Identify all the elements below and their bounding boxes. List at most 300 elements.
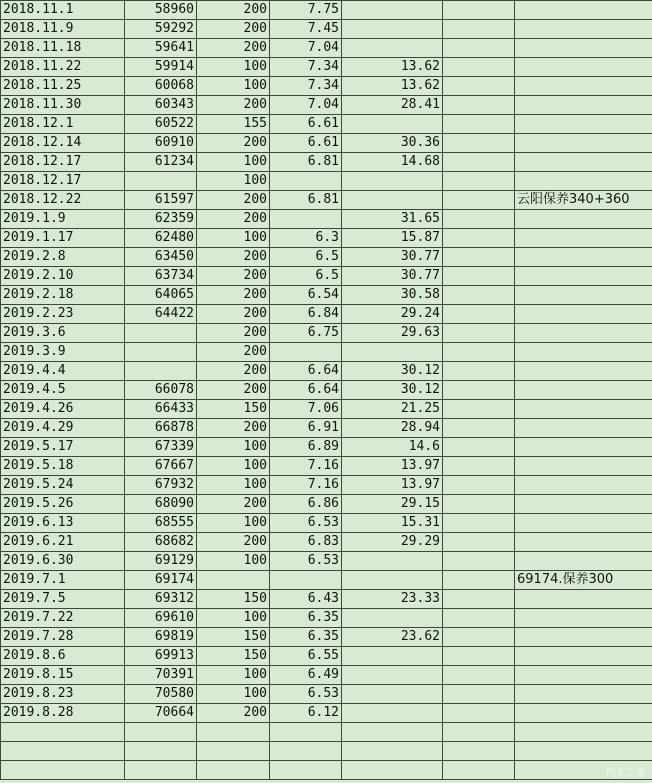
date-cell[interactable]: 2019.7.22: [1, 609, 125, 628]
date-cell[interactable]: 2018.11.25: [1, 77, 125, 96]
odometer-cell[interactable]: 69913: [125, 647, 197, 666]
odometer-cell[interactable]: 67932: [125, 476, 197, 495]
unit-price-cell[interactable]: 6.55: [270, 647, 342, 666]
unit-price-cell[interactable]: 6.5: [270, 248, 342, 267]
volume-cell[interactable]: 14.68: [342, 153, 443, 172]
date-cell[interactable]: 2019.7.5: [1, 590, 125, 609]
odometer-cell[interactable]: 66878: [125, 419, 197, 438]
volume-cell[interactable]: 31.65: [342, 210, 443, 229]
amount-cell[interactable]: 200: [197, 20, 270, 39]
amount-cell[interactable]: 100: [197, 77, 270, 96]
unit-price-cell[interactable]: 6.86: [270, 495, 342, 514]
note-cell[interactable]: [515, 685, 652, 704]
blank-cell[interactable]: [443, 172, 515, 191]
note-cell[interactable]: [515, 628, 652, 647]
amount-cell[interactable]: 100: [197, 514, 270, 533]
empty-cell[interactable]: [515, 723, 652, 742]
empty-cell[interactable]: [443, 761, 515, 780]
amount-cell[interactable]: 100: [197, 609, 270, 628]
amount-cell[interactable]: 200: [197, 210, 270, 229]
date-cell[interactable]: 2019.1.9: [1, 210, 125, 229]
unit-price-cell[interactable]: 7.45: [270, 20, 342, 39]
note-cell[interactable]: [515, 1, 652, 20]
odometer-cell[interactable]: [125, 362, 197, 381]
blank-cell[interactable]: [443, 552, 515, 571]
empty-cell[interactable]: [270, 723, 342, 742]
date-cell[interactable]: 2019.1.17: [1, 229, 125, 248]
odometer-cell[interactable]: 69129: [125, 552, 197, 571]
note-cell[interactable]: [515, 552, 652, 571]
amount-cell[interactable]: 100: [197, 685, 270, 704]
volume-cell[interactable]: [342, 39, 443, 58]
blank-cell[interactable]: [443, 77, 515, 96]
date-cell[interactable]: 2019.2.8: [1, 248, 125, 267]
amount-cell[interactable]: 200: [197, 419, 270, 438]
date-cell[interactable]: 2019.4.29: [1, 419, 125, 438]
odometer-cell[interactable]: 58960: [125, 1, 197, 20]
blank-cell[interactable]: [443, 514, 515, 533]
odometer-cell[interactable]: 63450: [125, 248, 197, 267]
blank-cell[interactable]: [443, 457, 515, 476]
amount-cell[interactable]: 200: [197, 39, 270, 58]
unit-price-cell[interactable]: [270, 172, 342, 191]
amount-cell[interactable]: 200: [197, 134, 270, 153]
blank-cell[interactable]: [443, 628, 515, 647]
odometer-cell[interactable]: 67667: [125, 457, 197, 476]
amount-cell[interactable]: 155: [197, 115, 270, 134]
amount-cell[interactable]: 200: [197, 362, 270, 381]
blank-cell[interactable]: [443, 590, 515, 609]
blank-cell[interactable]: [443, 419, 515, 438]
volume-cell[interactable]: 30.77: [342, 248, 443, 267]
unit-price-cell[interactable]: 6.64: [270, 381, 342, 400]
note-cell[interactable]: [515, 39, 652, 58]
blank-cell[interactable]: [443, 533, 515, 552]
empty-cell[interactable]: [1, 742, 125, 761]
odometer-cell[interactable]: 60910: [125, 134, 197, 153]
date-cell[interactable]: 2018.12.14: [1, 134, 125, 153]
blank-cell[interactable]: [443, 267, 515, 286]
note-cell[interactable]: [515, 343, 652, 362]
date-cell[interactable]: 2019.2.23: [1, 305, 125, 324]
odometer-cell[interactable]: 69174: [125, 571, 197, 590]
blank-cell[interactable]: [443, 476, 515, 495]
empty-cell[interactable]: [342, 761, 443, 780]
empty-cell[interactable]: [125, 742, 197, 761]
date-cell[interactable]: 2019.8.15: [1, 666, 125, 685]
blank-cell[interactable]: [443, 571, 515, 590]
volume-cell[interactable]: 30.36: [342, 134, 443, 153]
volume-cell[interactable]: 28.41: [342, 96, 443, 115]
unit-price-cell[interactable]: 6.54: [270, 286, 342, 305]
volume-cell[interactable]: [342, 704, 443, 723]
volume-cell[interactable]: 13.62: [342, 77, 443, 96]
odometer-cell[interactable]: 63734: [125, 267, 197, 286]
note-cell[interactable]: [515, 495, 652, 514]
odometer-cell[interactable]: 64422: [125, 305, 197, 324]
date-cell[interactable]: 2018.12.17: [1, 172, 125, 191]
volume-cell[interactable]: [342, 343, 443, 362]
note-cell[interactable]: [515, 514, 652, 533]
unit-price-cell[interactable]: 6.64: [270, 362, 342, 381]
empty-cell[interactable]: [197, 742, 270, 761]
note-cell[interactable]: [515, 248, 652, 267]
note-cell[interactable]: [515, 476, 652, 495]
volume-cell[interactable]: 15.87: [342, 229, 443, 248]
volume-cell[interactable]: 13.97: [342, 457, 443, 476]
blank-cell[interactable]: [443, 666, 515, 685]
date-cell[interactable]: 2018.11.18: [1, 39, 125, 58]
blank-cell[interactable]: [443, 362, 515, 381]
note-cell[interactable]: [515, 438, 652, 457]
blank-cell[interactable]: [443, 191, 515, 210]
date-cell[interactable]: 2019.6.13: [1, 514, 125, 533]
blank-cell[interactable]: [443, 286, 515, 305]
empty-row: [1, 723, 652, 742]
odometer-cell[interactable]: 69312: [125, 590, 197, 609]
amount-cell[interactable]: 200: [197, 704, 270, 723]
blank-cell[interactable]: [443, 58, 515, 77]
table-row: [1, 20, 652, 39]
amount-cell[interactable]: 200: [197, 248, 270, 267]
unit-price-cell[interactable]: 6.61: [270, 115, 342, 134]
date-cell[interactable]: 2019.4.5: [1, 381, 125, 400]
volume-cell[interactable]: 13.62: [342, 58, 443, 77]
amount-cell[interactable]: 100: [197, 552, 270, 571]
amount-cell[interactable]: 150: [197, 400, 270, 419]
blank-cell[interactable]: [443, 343, 515, 362]
volume-cell[interactable]: [342, 647, 443, 666]
amount-cell[interactable]: 100: [197, 172, 270, 191]
volume-cell[interactable]: 13.97: [342, 476, 443, 495]
odometer-cell[interactable]: 59914: [125, 58, 197, 77]
amount-cell[interactable]: 200: [197, 495, 270, 514]
note-cell[interactable]: [515, 77, 652, 96]
note-cell[interactable]: [515, 419, 652, 438]
date-cell[interactable]: 2019.6.21: [1, 533, 125, 552]
odometer-cell[interactable]: 62359: [125, 210, 197, 229]
amount-cell[interactable]: 200: [197, 286, 270, 305]
note-cell[interactable]: [515, 229, 652, 248]
date-cell[interactable]: 2019.6.30: [1, 552, 125, 571]
unit-price-cell[interactable]: 6.53: [270, 514, 342, 533]
blank-cell[interactable]: [443, 248, 515, 267]
empty-cell[interactable]: [342, 742, 443, 761]
amount-cell[interactable]: 200: [197, 267, 270, 286]
blank-cell[interactable]: [443, 20, 515, 39]
note-cell[interactable]: [515, 153, 652, 172]
odometer-cell[interactable]: 67339: [125, 438, 197, 457]
blank-cell[interactable]: [443, 400, 515, 419]
unit-price-cell[interactable]: 6.75: [270, 324, 342, 343]
note-cell[interactable]: [515, 134, 652, 153]
note-cell[interactable]: [515, 704, 652, 723]
unit-price-cell[interactable]: 7.16: [270, 457, 342, 476]
odometer-cell[interactable]: 59641: [125, 39, 197, 58]
date-cell[interactable]: 2019.2.10: [1, 267, 125, 286]
unit-price-cell[interactable]: 7.16: [270, 476, 342, 495]
unit-price-cell[interactable]: 6.53: [270, 685, 342, 704]
unit-price-cell[interactable]: 6.5: [270, 267, 342, 286]
volume-cell[interactable]: [342, 191, 443, 210]
table-row: [1, 571, 652, 590]
amount-cell[interactable]: 150: [197, 647, 270, 666]
table-row: [1, 1, 652, 20]
blank-cell[interactable]: [443, 134, 515, 153]
table-row: [1, 77, 652, 96]
odometer-cell[interactable]: 60068: [125, 77, 197, 96]
date-cell[interactable]: 2018.11.9: [1, 20, 125, 39]
blank-cell[interactable]: [443, 210, 515, 229]
note-cell[interactable]: [515, 533, 652, 552]
date-cell[interactable]: 2019.5.18: [1, 457, 125, 476]
date-cell[interactable]: 2018.11.30: [1, 96, 125, 115]
amount-cell[interactable]: 100: [197, 666, 270, 685]
note-cell[interactable]: [515, 381, 652, 400]
blank-cell[interactable]: [443, 685, 515, 704]
note-cell[interactable]: [515, 210, 652, 229]
volume-cell[interactable]: 30.58: [342, 286, 443, 305]
amount-cell[interactable]: 100: [197, 476, 270, 495]
volume-cell[interactable]: 21.25: [342, 400, 443, 419]
volume-cell[interactable]: 23.62: [342, 628, 443, 647]
volume-cell[interactable]: [342, 115, 443, 134]
odometer-cell[interactable]: 68555: [125, 514, 197, 533]
empty-cell[interactable]: [443, 723, 515, 742]
blank-cell[interactable]: [443, 647, 515, 666]
odometer-cell[interactable]: [125, 343, 197, 362]
amount-cell[interactable]: 100: [197, 438, 270, 457]
amount-cell[interactable]: 200: [197, 381, 270, 400]
volume-cell[interactable]: [342, 571, 443, 590]
blank-cell[interactable]: [443, 704, 515, 723]
blank-cell[interactable]: [443, 609, 515, 628]
amount-cell[interactable]: 150: [197, 628, 270, 647]
table-row: [1, 400, 652, 419]
unit-price-cell[interactable]: 6.49: [270, 666, 342, 685]
unit-price-cell[interactable]: 6.91: [270, 419, 342, 438]
odometer-cell[interactable]: 59292: [125, 20, 197, 39]
odometer-cell[interactable]: 69610: [125, 609, 197, 628]
note-cell[interactable]: [515, 362, 652, 381]
unit-price-cell[interactable]: 6.35: [270, 628, 342, 647]
blank-cell[interactable]: [443, 229, 515, 248]
amount-cell[interactable]: 100: [197, 457, 270, 476]
date-cell[interactable]: 2019.2.18: [1, 286, 125, 305]
volume-cell[interactable]: [342, 552, 443, 571]
blank-cell[interactable]: [443, 381, 515, 400]
amount-cell[interactable]: 200: [197, 191, 270, 210]
unit-price-cell[interactable]: 7.34: [270, 58, 342, 77]
blank-cell[interactable]: [443, 153, 515, 172]
volume-cell[interactable]: 29.15: [342, 495, 443, 514]
date-cell[interactable]: 2018.11.1: [1, 1, 125, 20]
unit-price-cell[interactable]: 6.84: [270, 305, 342, 324]
table-row: [1, 210, 652, 229]
note-cell[interactable]: [515, 267, 652, 286]
volume-cell[interactable]: 30.12: [342, 381, 443, 400]
note-cell[interactable]: [515, 324, 652, 343]
note-cell[interactable]: [515, 666, 652, 685]
odometer-cell[interactable]: [125, 324, 197, 343]
date-cell[interactable]: 2018.12.1: [1, 115, 125, 134]
note-cell[interactable]: [515, 96, 652, 115]
amount-cell[interactable]: 200: [197, 96, 270, 115]
note-cell[interactable]: [515, 115, 652, 134]
volume-cell[interactable]: [342, 666, 443, 685]
note-cell[interactable]: [515, 400, 652, 419]
date-cell[interactable]: 2019.4.26: [1, 400, 125, 419]
date-cell[interactable]: 2019.7.1: [1, 571, 125, 590]
blank-cell[interactable]: [443, 324, 515, 343]
amount-cell[interactable]: 200: [197, 343, 270, 362]
odometer-cell[interactable]: 64065: [125, 286, 197, 305]
amount-cell[interactable]: 100: [197, 153, 270, 172]
volume-cell[interactable]: [342, 1, 443, 20]
amount-cell[interactable]: 100: [197, 229, 270, 248]
unit-price-cell[interactable]: 6.43: [270, 590, 342, 609]
table-row: [1, 685, 652, 704]
empty-cell[interactable]: [443, 742, 515, 761]
table-row: [1, 153, 652, 172]
amount-cell[interactable]: 200: [197, 533, 270, 552]
odometer-cell[interactable]: 68090: [125, 495, 197, 514]
volume-cell[interactable]: 30.77: [342, 267, 443, 286]
note-cell[interactable]: [515, 609, 652, 628]
unit-price-cell[interactable]: 7.04: [270, 39, 342, 58]
unit-price-cell[interactable]: 7.75: [270, 1, 342, 20]
date-cell[interactable]: 2019.8.6: [1, 647, 125, 666]
unit-price-cell[interactable]: 6.89: [270, 438, 342, 457]
empty-cell[interactable]: [125, 761, 197, 780]
unit-price-cell[interactable]: 6.53: [270, 552, 342, 571]
unit-price-cell[interactable]: 6.12: [270, 704, 342, 723]
amount-cell[interactable]: 100: [197, 58, 270, 77]
odometer-cell[interactable]: 60522: [125, 115, 197, 134]
volume-cell[interactable]: [342, 172, 443, 191]
volume-cell[interactable]: 28.94: [342, 419, 443, 438]
empty-cell[interactable]: [197, 761, 270, 780]
volume-cell[interactable]: 29.24: [342, 305, 443, 324]
odometer-cell[interactable]: 69819: [125, 628, 197, 647]
amount-cell[interactable]: 200: [197, 1, 270, 20]
odometer-cell[interactable]: 66433: [125, 400, 197, 419]
date-cell[interactable]: 2019.3.6: [1, 324, 125, 343]
odometer-cell[interactable]: 68682: [125, 533, 197, 552]
volume-cell[interactable]: [342, 609, 443, 628]
empty-cell[interactable]: [342, 723, 443, 742]
volume-cell[interactable]: [342, 20, 443, 39]
volume-cell[interactable]: 15.31: [342, 514, 443, 533]
date-cell[interactable]: 2019.8.23: [1, 685, 125, 704]
unit-price-cell[interactable]: [270, 571, 342, 590]
amount-cell[interactable]: [197, 571, 270, 590]
amount-cell[interactable]: 200: [197, 305, 270, 324]
empty-cell[interactable]: [515, 742, 652, 761]
blank-cell[interactable]: [443, 96, 515, 115]
unit-price-cell[interactable]: 6.61: [270, 134, 342, 153]
blank-cell[interactable]: [443, 495, 515, 514]
blank-cell[interactable]: [443, 438, 515, 457]
blank-cell[interactable]: [443, 1, 515, 20]
odometer-cell[interactable]: 61597: [125, 191, 197, 210]
note-cell[interactable]: 云阳保养340+360: [515, 191, 652, 210]
note-cell[interactable]: 69174.保养300: [515, 571, 652, 590]
note-cell[interactable]: [515, 647, 652, 666]
empty-cell[interactable]: [1, 761, 125, 780]
empty-cell[interactable]: [125, 723, 197, 742]
amount-cell[interactable]: 150: [197, 590, 270, 609]
volume-cell[interactable]: 23.33: [342, 590, 443, 609]
note-cell[interactable]: [515, 457, 652, 476]
date-cell[interactable]: 2019.8.28: [1, 704, 125, 723]
odometer-cell[interactable]: 70391: [125, 666, 197, 685]
date-cell[interactable]: 2018.12.22: [1, 191, 125, 210]
table-row: [1, 58, 652, 77]
note-cell[interactable]: [515, 58, 652, 77]
table-row: [1, 248, 652, 267]
unit-price-cell[interactable]: [270, 210, 342, 229]
date-cell[interactable]: 2019.4.4: [1, 362, 125, 381]
odometer-cell[interactable]: 70580: [125, 685, 197, 704]
date-cell[interactable]: 2019.7.28: [1, 628, 125, 647]
date-cell[interactable]: 2018.12.17: [1, 153, 125, 172]
unit-price-cell[interactable]: 7.06: [270, 400, 342, 419]
note-cell[interactable]: [515, 305, 652, 324]
unit-price-cell[interactable]: 6.81: [270, 191, 342, 210]
volume-cell[interactable]: [342, 685, 443, 704]
table-body: [1, 1, 652, 780]
date-cell[interactable]: 2019.5.24: [1, 476, 125, 495]
amount-cell[interactable]: 200: [197, 324, 270, 343]
note-cell[interactable]: [515, 286, 652, 305]
odometer-cell[interactable]: 66078: [125, 381, 197, 400]
unit-price-cell[interactable]: 7.04: [270, 96, 342, 115]
odometer-cell[interactable]: 60343: [125, 96, 197, 115]
unit-price-cell[interactable]: 7.34: [270, 77, 342, 96]
blank-cell[interactable]: [443, 39, 515, 58]
empty-cell[interactable]: [270, 742, 342, 761]
table-row: [1, 134, 652, 153]
date-cell[interactable]: 2019.3.9: [1, 343, 125, 362]
note-cell[interactable]: [515, 172, 652, 191]
volume-cell[interactable]: 14.6: [342, 438, 443, 457]
blank-cell[interactable]: [443, 115, 515, 134]
unit-price-cell[interactable]: 6.83: [270, 533, 342, 552]
note-cell[interactable]: [515, 20, 652, 39]
volume-cell[interactable]: 29.29: [342, 533, 443, 552]
date-cell[interactable]: 2019.5.26: [1, 495, 125, 514]
unit-price-cell[interactable]: 6.3: [270, 229, 342, 248]
empty-cell[interactable]: [270, 761, 342, 780]
date-cell[interactable]: 2019.5.17: [1, 438, 125, 457]
unit-price-cell[interactable]: 6.35: [270, 609, 342, 628]
unit-price-cell[interactable]: 6.81: [270, 153, 342, 172]
odometer-cell[interactable]: [125, 172, 197, 191]
table-row: [1, 172, 652, 191]
odometer-cell[interactable]: 61234: [125, 153, 197, 172]
odometer-cell[interactable]: 70664: [125, 704, 197, 723]
odometer-cell[interactable]: 62480: [125, 229, 197, 248]
note-cell[interactable]: [515, 590, 652, 609]
empty-cell[interactable]: [197, 723, 270, 742]
volume-cell[interactable]: 30.12: [342, 362, 443, 381]
volume-cell[interactable]: 29.63: [342, 324, 443, 343]
date-cell[interactable]: 2018.11.22: [1, 58, 125, 77]
blank-cell[interactable]: [443, 305, 515, 324]
unit-price-cell[interactable]: [270, 343, 342, 362]
empty-cell[interactable]: [1, 723, 125, 742]
